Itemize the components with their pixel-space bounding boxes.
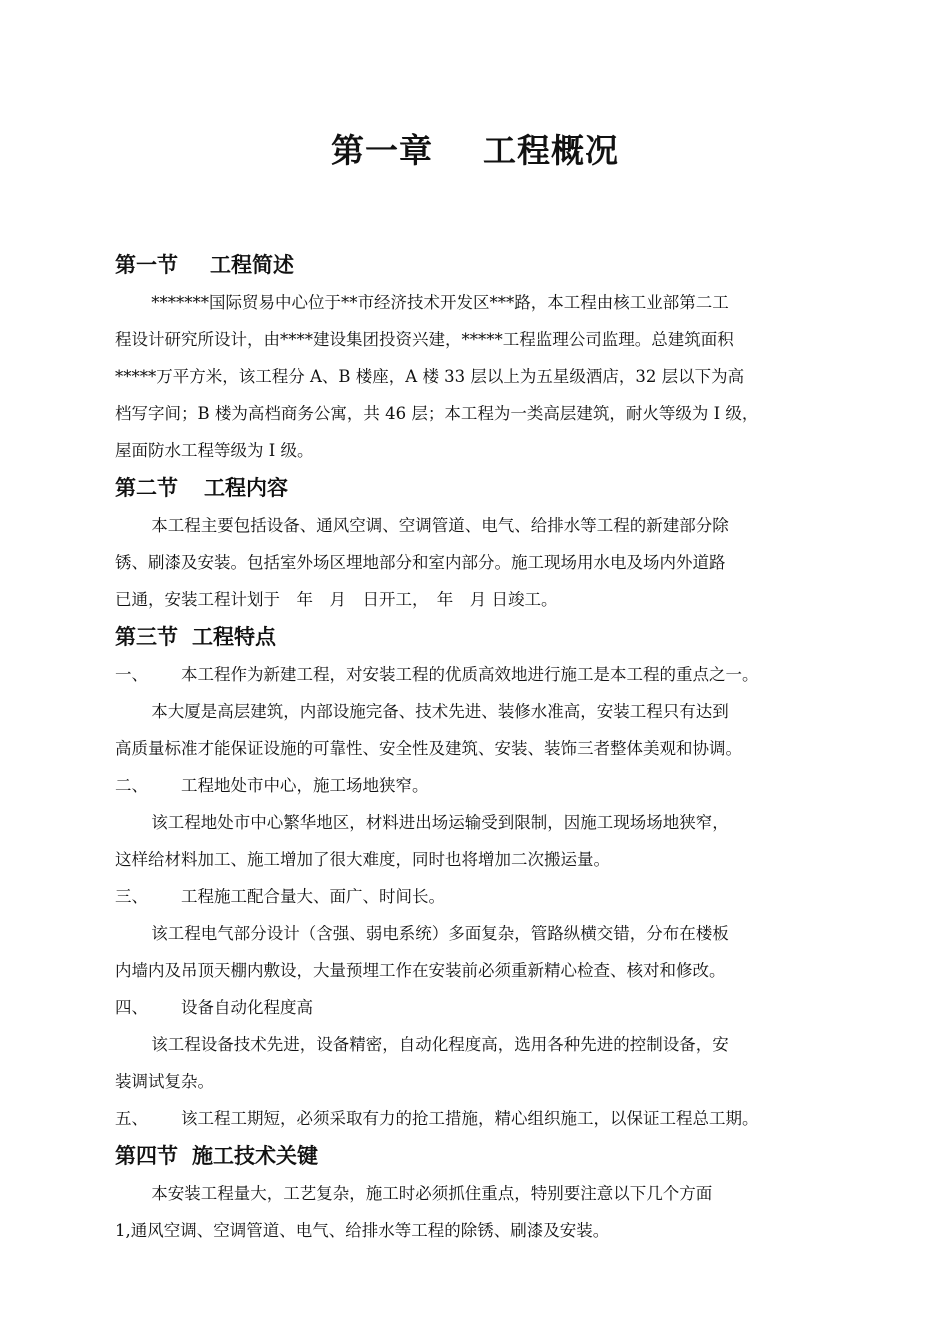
section-number: 第二节 <box>115 476 178 500</box>
paragraph-line: 档写字间；B 楼为高档商务公寓，共 46 层；本工程为一类高层建筑，耐火等级为 I 级， <box>115 404 759 423</box>
list-number: 一、 <box>115 665 148 684</box>
section-heading-2 <box>115 469 850 507</box>
section-heading-3 <box>115 618 850 656</box>
section-title: 工程特点 <box>192 625 276 649</box>
paragraph-line: 1,通风空调、空调管道、电气、给排水等工程的除锈、刷漆及安装。 <box>115 1221 610 1240</box>
chapter-number: 第一章 <box>331 131 433 170</box>
list-text: 本工程作为新建工程，对安装工程的优质高效地进行施工是本工程的重点之一。 <box>181 665 759 684</box>
list-text: 该工程工期短，必须采取有力的抢工措施，精心组织施工，以保证工程总工期。 <box>181 1109 759 1128</box>
list-text: 工程施工配合量大、面广、时间长。 <box>181 887 445 906</box>
chapter-title <box>0 125 950 172</box>
paragraph-line: 本安装工程量大，工艺复杂，施工时必须抓住重点，特别要注意以下几个方面 <box>151 1184 713 1203</box>
list-text: 工程地处市中心，施工场地狭窄。 <box>181 776 429 795</box>
list-item <box>115 767 850 804</box>
list-number: 二、 <box>115 776 148 795</box>
paragraph-line: *******国际贸易中心位于**市经济技术开发区***路，本工程由核工业部第二工 <box>151 293 729 312</box>
list-number: 四、 <box>115 998 148 1017</box>
list-item <box>115 989 850 1026</box>
paragraph-line: 装调试复杂。 <box>115 1072 214 1091</box>
paragraph-line: 已通，安装工程计划于 年 月 日开工， 年 月 日竣工。 <box>115 590 558 609</box>
paragraph-line: 本工程主要包括设备、通风空调、空调管道、电气、给排水等工程的新建部分除 <box>151 516 729 535</box>
section-heading-4 <box>115 1137 850 1175</box>
list-item <box>115 1100 850 1137</box>
section-title: 施工技术关键 <box>192 1144 318 1168</box>
list-item <box>115 878 850 915</box>
paragraph-line: 这样给材料加工、施工增加了很大难度，同时也将增加二次搬运量。 <box>115 850 610 869</box>
section-number: 第四节 <box>115 1144 178 1168</box>
paragraph-line: 锈、刷漆及安装。包括室外场区埋地部分和室内部分。施工现场用水电及场内外道路 <box>115 553 726 572</box>
chapter-heading: 工程概况 <box>483 131 619 170</box>
paragraph-line: 内墙内及吊顶天棚内敷设，大量预埋工作在安装前必须重新精心检查、核对和修改。 <box>115 961 726 980</box>
section-title: 工程内容 <box>204 476 288 500</box>
paragraph-line: 该工程地处市中心繁华地区，材料进出场运输受到限制，因施工现场场地狭窄， <box>151 813 729 832</box>
paragraph-line: *****万平方米，该工程分 A、B 楼座，A 楼 33 层以上为五星级酒店，32 层以下为高 <box>115 367 745 386</box>
paragraph-line: 该工程电气部分设计（含强、弱电系统）多面复杂，管路纵横交错，分布在楼板 <box>151 924 729 943</box>
section-number: 第一节 <box>115 253 178 277</box>
paragraph-line: 本大厦是高层建筑，内部设施完备、技术先进、装修水准高，安装工程只有达到 <box>151 702 729 721</box>
section-title: 工程简述 <box>210 253 294 277</box>
document-body <box>115 246 850 1249</box>
paragraph-line: 屋面防水工程等级为 I 级。 <box>115 441 314 460</box>
paragraph-line: 程设计研究所设计，由****建设集团投资兴建，*****工程监理公司监理。总建筑面积 <box>115 330 734 349</box>
list-number: 三、 <box>115 887 148 906</box>
paragraph-line: 高质量标准才能保证设施的可靠性、安全性及建筑、安装、装饰三者整体美观和协调。 <box>115 739 742 758</box>
paragraph-line: 该工程设备技术先进，设备精密，自动化程度高，选用各种先进的控制设备，安 <box>151 1035 729 1054</box>
list-item <box>115 656 850 693</box>
list-text: 设备自动化程度高 <box>181 998 313 1017</box>
list-number: 五、 <box>115 1109 148 1128</box>
section-number: 第三节 <box>115 625 178 649</box>
section-heading-1 <box>115 246 850 284</box>
